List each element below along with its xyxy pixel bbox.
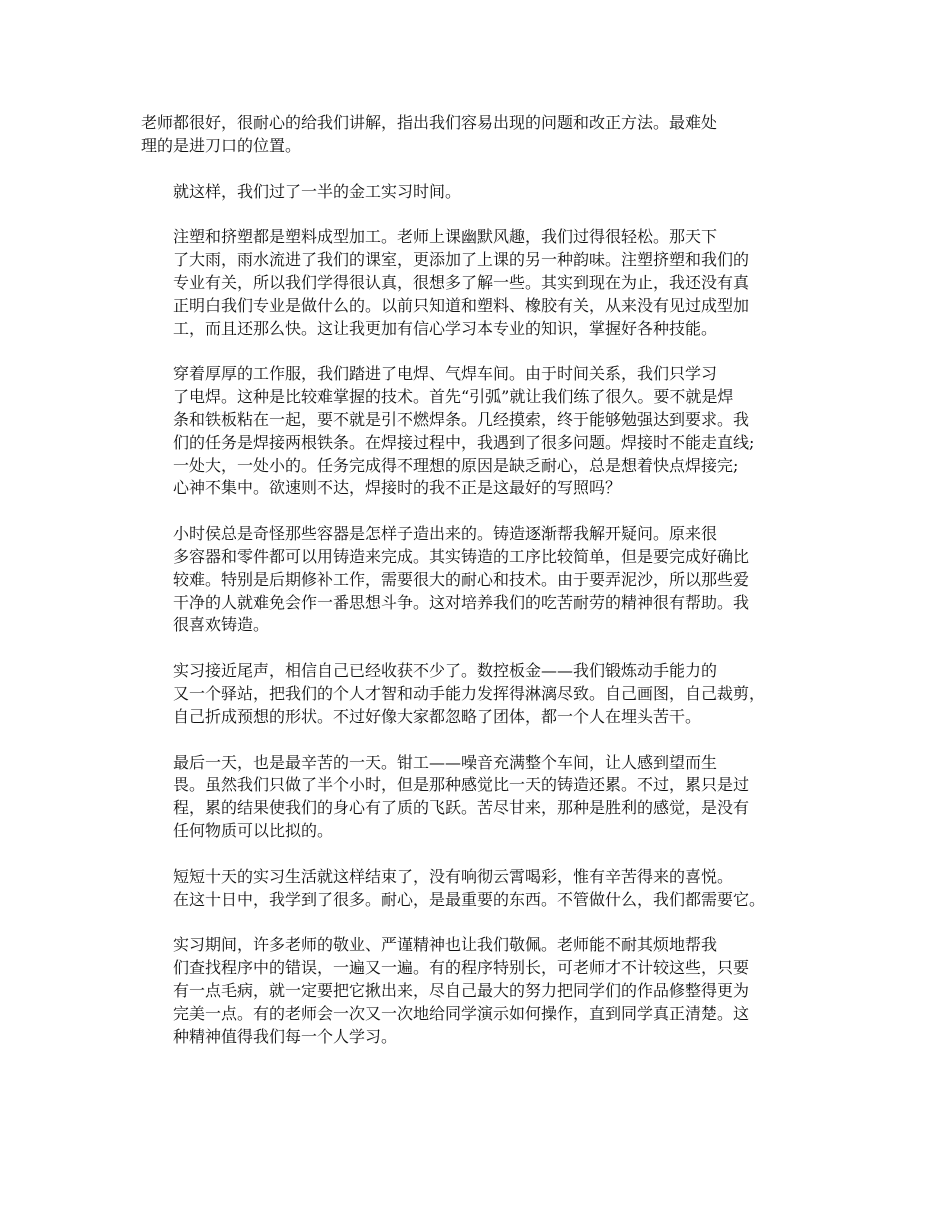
paragraph-line: 条和铁板粘在一起，要不就是引不燃焊条。几经摸索，终于能够勉强达到要求。我: [173, 409, 750, 429]
document-body: [141, 112, 821, 1071]
paragraph-line: 很喜欢铸造。: [173, 615, 270, 635]
paragraph-line: 一处大，一处小的。任务完成得不理想的原因是缺乏耐心，总是想着快点焊接完;: [173, 455, 739, 475]
paragraph-line: 自己折成预想的形状。不过好像大家都忽略了团体，都一个人在埋头苦干。: [173, 706, 702, 726]
paragraph-2: [141, 181, 821, 204]
paragraph-line: 老师都很好，很耐心的给我们讲解，指出我们容易出现的问题和改正方法。最难处: [141, 113, 718, 132]
paragraph-line: 们查找程序中的错误，一遍又一遍。有的程序特别长，可老师才不计较这些，只要: [173, 958, 750, 978]
paragraph-line: 了大雨，雨水流进了我们的课室，更添加了上课的另一种韵味。注塑挤塑和我们的: [173, 250, 750, 270]
paragraph-line: 在这十日中，我学到了很多。耐心，是最重要的东西。不管做什么，我们都需要它。: [173, 889, 766, 909]
paragraph-line: 短短十天的实习生活就这样结束了，没有响彻云霄喝彩，惟有辛苦得来的喜悦。: [173, 866, 734, 886]
paragraph-line: 们的任务是焊接两根铁条。在焊接过程中，我遇到了很多问题。焊接时不能走直线;: [173, 432, 755, 452]
paragraph-3: [141, 226, 821, 340]
paragraph-line: 最后一天，也是最辛苦的一天。钳工——噪音充满整个车间，让人感到望而生: [173, 752, 718, 772]
paragraph-line: 多容器和零件都可以用铸造来完成。其实铸造的工序比较简单，但是要完成好确比: [173, 546, 750, 566]
paragraph-4: [141, 363, 821, 500]
paragraph-line: 正明白我们专业是做什么的。以前只知道和塑料、橡胶有关，从来没有见过成型加: [173, 295, 750, 315]
paragraph-line: 心神不集中。欲速则不达，焊接时的我不正是这最好的写照吗？: [173, 478, 622, 498]
paragraph-line: 程，累的结果使我们的身心有了质的飞跃。苦尽甘来，那种是胜利的感觉，是没有: [173, 798, 750, 818]
paragraph-line: 干净的人就难免会作一番思想斗争。这对培养我们的吃苦耐劳的精神很有帮助。我: [173, 592, 750, 612]
paragraph-line: 种精神值得我们每一个人学习。: [173, 1026, 398, 1046]
paragraph-line: 畏。虽然我们只做了半个小时，但是那种感觉比一天的铸造还累。不过，累只是过: [173, 775, 750, 795]
paragraph-line: 有一点毛病，就一定要把它揪出来，尽自己最大的努力把同学们的作品修整得更为: [173, 980, 750, 1000]
paragraph-line: 实习期间，许多老师的敬业、严谨精神也让我们敬佩。老师能不耐其烦地帮我: [173, 935, 718, 955]
paragraph-9: [141, 934, 821, 1048]
paragraph-line: 又一个驿站，把我们的个人才智和动手能力发挥得淋漓尽致。自己画图，自己裁剪，: [173, 683, 766, 703]
paragraph-line: 较难。特别是后期修补工作，需要很大的耐心和技术。由于要弄泥沙，所以那些爱: [173, 569, 750, 589]
paragraph-6: [141, 660, 821, 728]
paragraph-line: 穿着厚厚的工作服，我们踏进了电焊、气焊车间。由于时间关系，我们只学习: [173, 364, 718, 384]
paragraph-line: 工，而且还那么快。这让我更加有信心学习本专业的知识，掌握好各种技能。: [173, 318, 718, 338]
paragraph-line: 了电焊。这种是比较难掌握的技术。首先“引弧”就让我们练了很久。要不就是焊: [173, 387, 734, 407]
paragraph-line: 完美一点。有的老师会一次又一次地给同学演示如何操作，直到同学真正清楚。这: [173, 1003, 750, 1023]
paragraph-line: 注塑和挤塑都是塑料成型加工。老师上课幽默风趣，我们过得很轻松。那天下: [173, 227, 718, 247]
paragraph-8: [141, 866, 821, 912]
paragraph-line: 就这样，我们过了一半的金工实习时间。: [173, 181, 462, 201]
paragraph-line: 专业有关，所以我们学得很认真，很想多了解一些。其实到现在为止，我还没有真: [173, 272, 750, 292]
paragraph-1: [141, 112, 821, 158]
paragraph-5: [141, 523, 821, 637]
paragraph-line: 小时侯总是奇怪那些容器是怎样子造出来的。铸造逐渐帮我解开疑问。原来很: [173, 524, 718, 544]
paragraph-line: 实习接近尾声，相信自己已经收获不少了。数控板金——我们锻炼动手能力的: [173, 661, 718, 681]
paragraph-line: 任何物质可以比拟的。: [173, 820, 334, 840]
paragraph-line: 理的是进刀口的位置。: [141, 135, 302, 155]
paragraph-7: [141, 752, 821, 843]
